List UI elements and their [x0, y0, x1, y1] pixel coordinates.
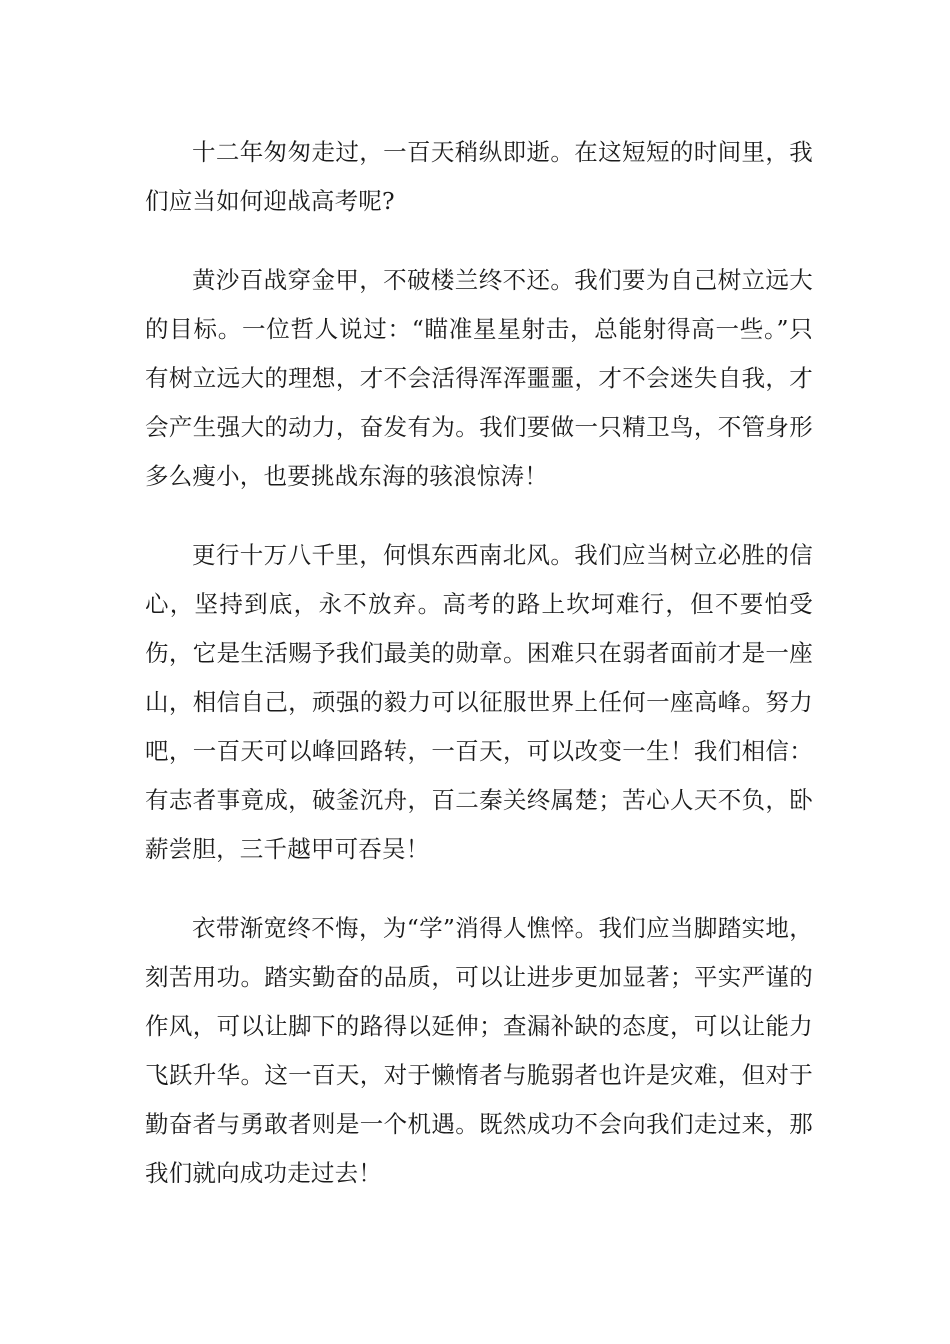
document-page — [145, 128, 813, 1198]
paragraph-4: 衣带渐宽终不悔，为“学”消得人憔悴。我们应当脚踏实地，刻苦用功。踏实勤奋的品质，可以让进步更加显著；平实严谨的作风，可以让脚下的路得以延伸；查漏补缺的态度，可以让能力飞跃升华。这一百天，对于懒惰者与脆弱者也许是灾难，但对于勤奋者与勇敢者则是一个机遇。既然成功不会向我们走过来，那我们就向成功走过去！ — [145, 914, 813, 1187]
paragraph-2: 黄沙百战穿金甲，不破楼兰终不还。我们要为自己树立远大的目标。一位哲人说过：“瞄准星星射击，总能射得高一些。”只有树立远大的理想，才不会活得浑浑噩噩，才不会迷失自我，才会产生强大的动力，奋发有为。我们要做一只精卫鸟，不管身形多么瘦小，也要挑战东海的骇浪惊涛！ — [145, 266, 813, 490]
paragraph-1: 十二年匆匆走过，一百天稍纵即逝。在这短短的时间里，我们应当如何迎战高考呢? — [145, 138, 813, 215]
paragraph-3: 更行十万八千里，何惧东西南北风。我们应当树立必胜的信心，坚持到底，永不放弃。高考的路上坎坷难行，但不要怕受伤，它是生活赐予我们最美的勋章。困难只在弱者面前才是一座山，相信自己，顽强的毅力可以征服世界上任何一座高峰。努力吧，一百天可以峰回路转，一百天，可以改变一生！我们相信：有志者事竟成，破釜沉舟，百二秦关终属楚；苦心人天不负，卧薪尝胆，三千越甲可吞吴！ — [145, 541, 813, 863]
